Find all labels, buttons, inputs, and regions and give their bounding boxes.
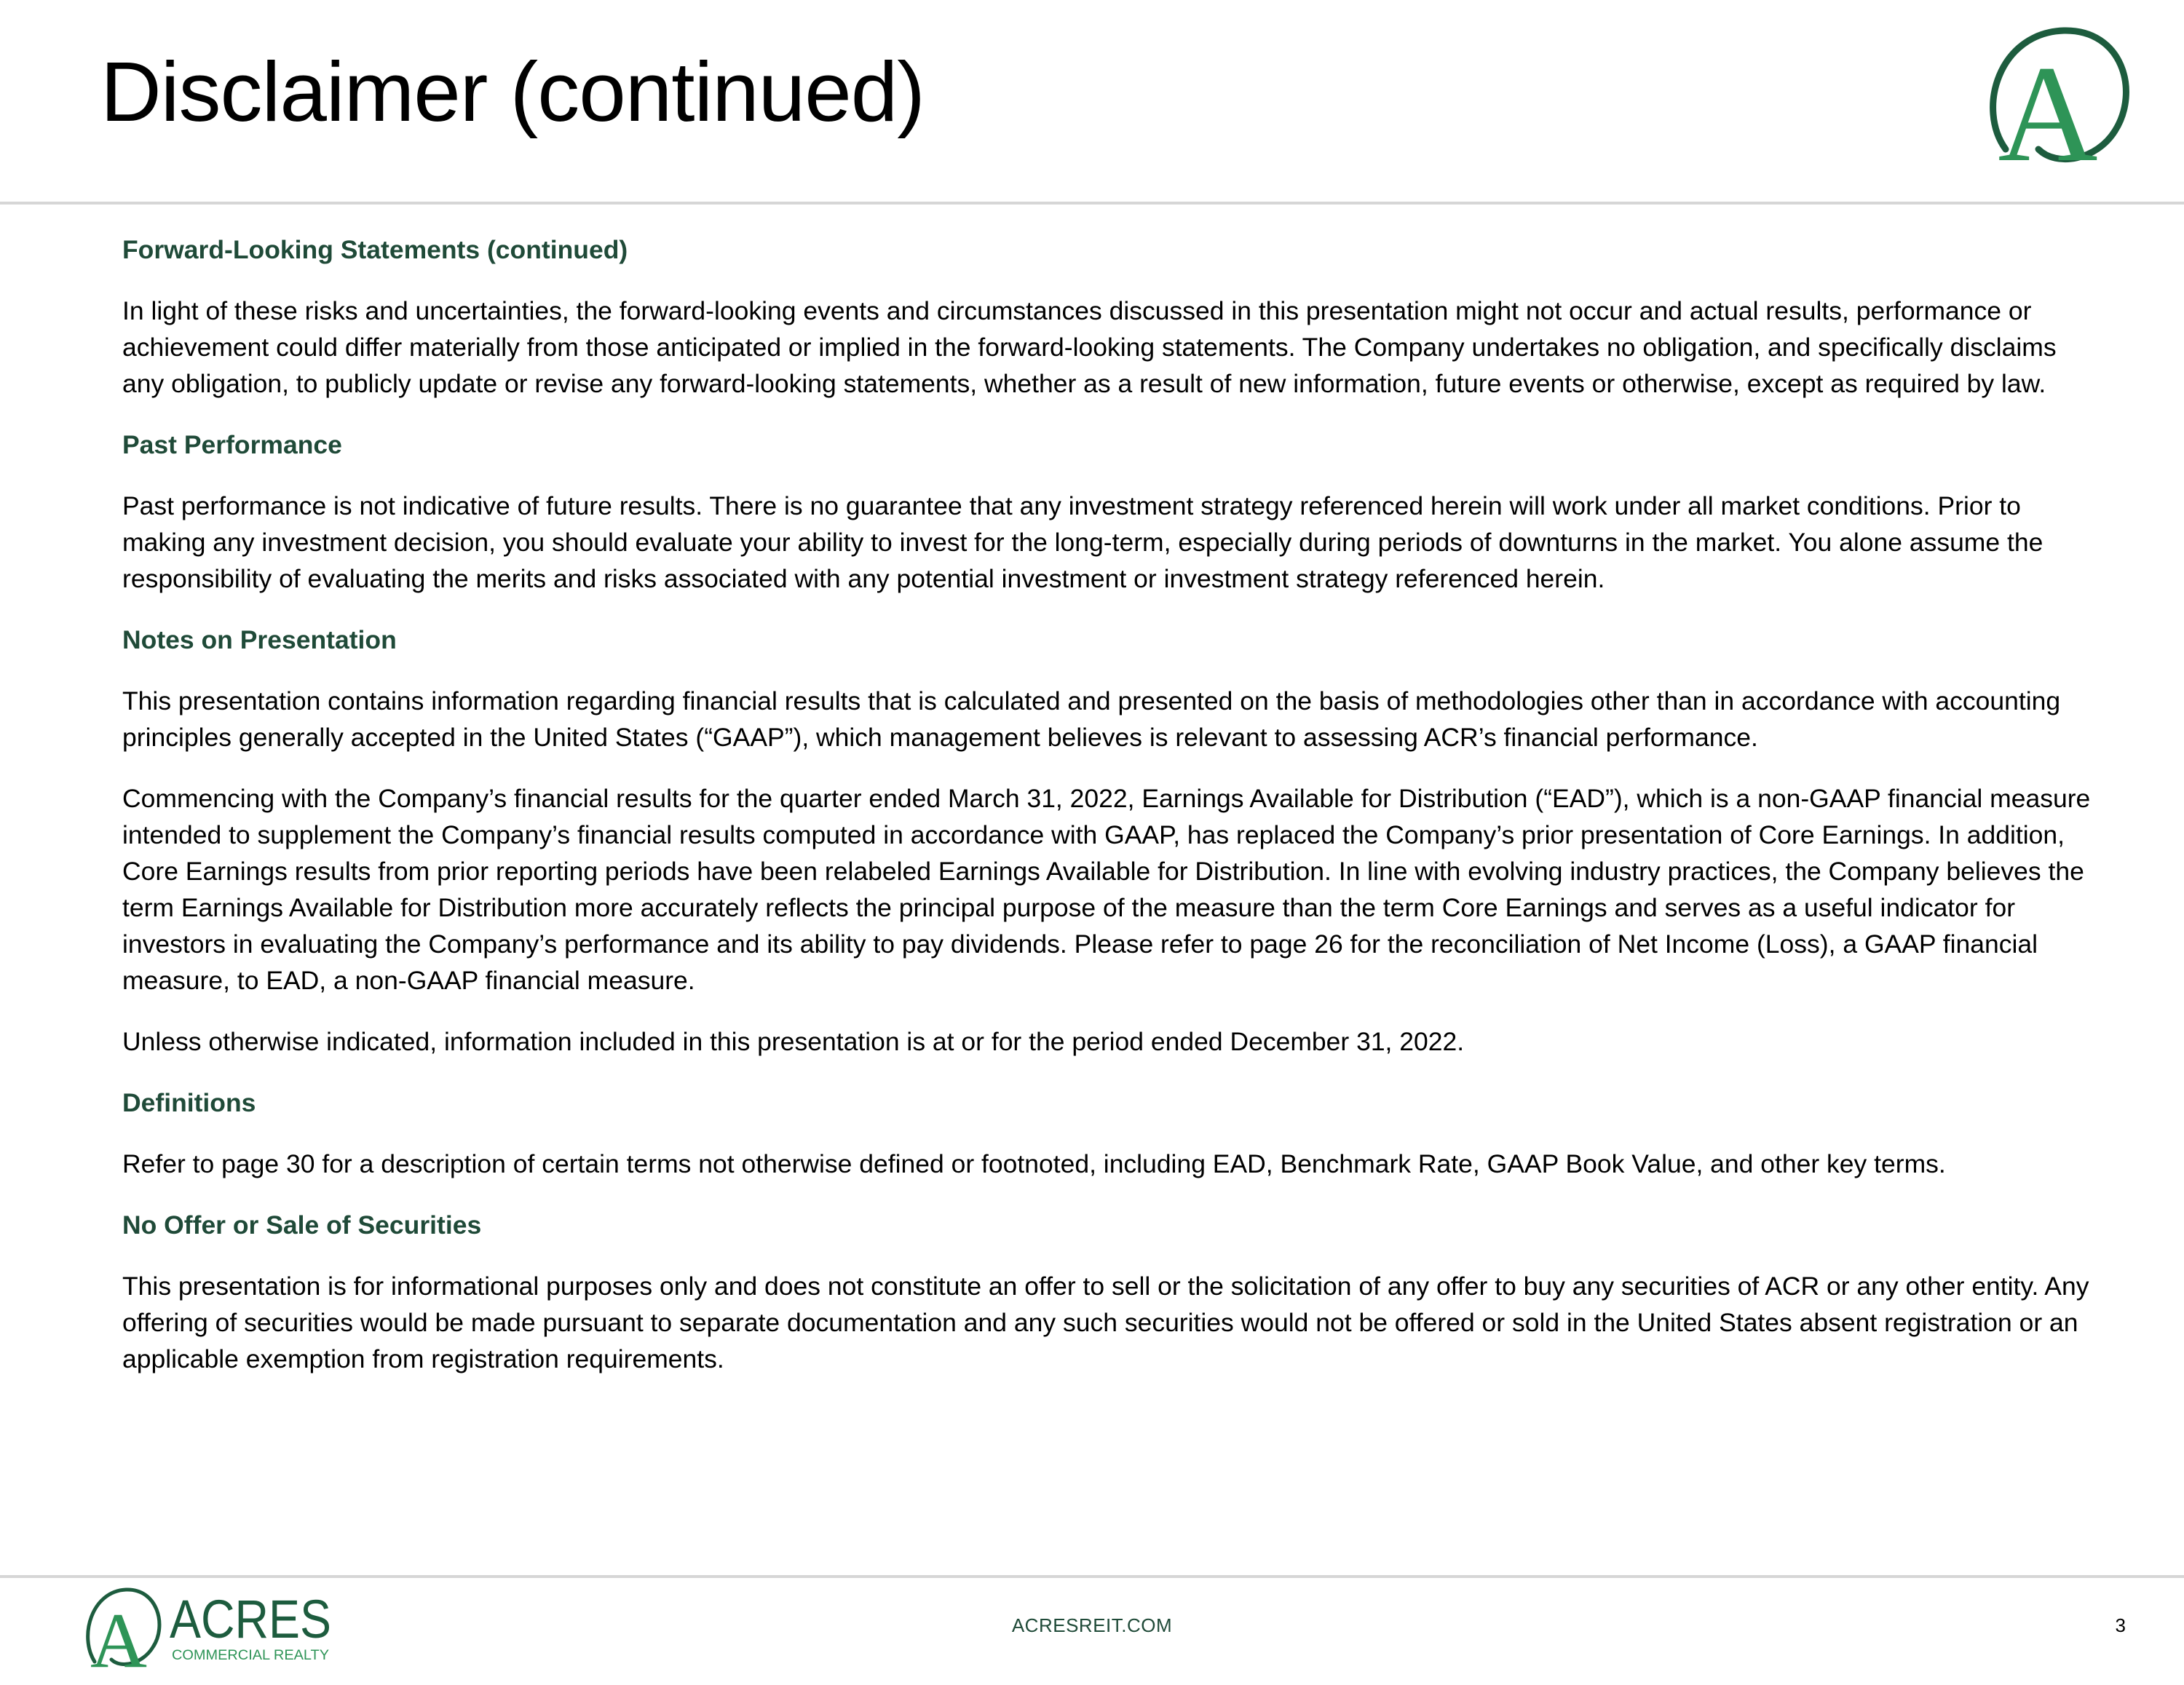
footer-logo-letter: A: [90, 1598, 147, 1673]
logo-letter: A: [1998, 38, 2098, 175]
paragraph: Unless otherwise indicated, information included in this presentation is at or for the period ended December 31, 2022.: [122, 1027, 1465, 1056]
section-heading: Definitions: [122, 1088, 256, 1117]
section-no-offer: [122, 1207, 2102, 1377]
section-definitions: [122, 1085, 2102, 1182]
section-heading: Notes on Presentation: [122, 625, 397, 654]
page-title: Disclaimer (continued): [100, 44, 925, 139]
page-number: 3: [2115, 1614, 2126, 1636]
paragraph: Refer to page 30 for a description of certain terms not otherwise defined or footnoted, including EAD, Benchmark Rate, GAAP Book Value, and other key terms.: [122, 1149, 1946, 1178]
footer-brand-name: ACRES: [170, 1589, 331, 1649]
section-past-performance: [122, 427, 2102, 597]
paragraph: Commencing with the Company’s financial results for the quarter ended March 31, 2022, Earnings Available for Distribution (“EAD”), which is a non-GAAP financial measure intended to supplement the Company’s financial results computed in accordance with GAAP, has replaced the Company’s prior presentation of Core Earnings. In addition, Core Earnings results from prior reporting periods have been relabeled Earnings Available for Distribution. In line with evolving industry practices, the Company believes the term Earnings Available for Distribution more accurately reflects the principal purpose of the measure than the term Core Earnings and serves as a useful indicator for investors in evaluating the Company’s performance and its ability to pay dividends. Please refer to page 26 for the reconciliation of Net Income (Loss), a GAAP financial measure, to EAD, a non-GAAP financial measure.: [122, 784, 2091, 995]
acres-a-monogram-icon: [1977, 22, 2137, 175]
section-heading: No Offer or Sale of Securities: [122, 1210, 482, 1240]
section-notes-on-presentation: [122, 622, 2102, 1060]
section-forward-looking: [122, 231, 2102, 402]
section-heading: Past Performance: [122, 430, 342, 459]
acres-commercial-realty-logo-icon: [79, 1585, 341, 1673]
disclaimer-content: [122, 231, 2102, 1402]
paragraph: In light of these risks and uncertainties, the forward-looking events and circumstances discussed in this presentation might not occur and actual results, performance or achievement could differ materially from those anticipated or implied in the forward-looking statements. The Company undertakes no obligation, and specifically disclaims any obligation, to publicly update or revise any forward-looking statements, whether as a result of new information, future events or otherwise, except as required by law.: [122, 296, 2057, 398]
header-divider: [0, 202, 2184, 205]
footer-url: ACRESREIT.COM: [1011, 1614, 1173, 1636]
paragraph: This presentation contains information regarding financial results that is calculated and presented on the basis of methodologies other than in accordance with accounting principles generally accepted in the United States (“GAAP”), which management believes is relevant to assessing ACR’s financial performance.: [122, 686, 2061, 752]
paragraph: This presentation is for informational purposes only and does not constitute an offer to sell or the solicitation of any offer to buy any securities of ACR or any other entity. Any offering of securities would be made pursuant to separate documentation and any such securities would not be offered or sold in the United States absent registration or an applicable exemption from registration requirements.: [122, 1272, 2089, 1373]
section-heading: Forward-Looking Statements (continued): [122, 235, 628, 264]
footer-brand-tagline: COMMERCIAL REALTY: [172, 1648, 330, 1663]
paragraph: Past performance is not indicative of future results. There is no guarantee that any investment strategy referenced herein will work under all market conditions. Prior to making any investment decision, you should evaluate your ability to invest for the long-term, especially during periods of downturns in the market. You alone assume the responsibility of evaluating the merits and risks associated with any potential investment or investment strategy referenced herein.: [122, 491, 2043, 593]
footer-divider: [0, 1575, 2184, 1578]
